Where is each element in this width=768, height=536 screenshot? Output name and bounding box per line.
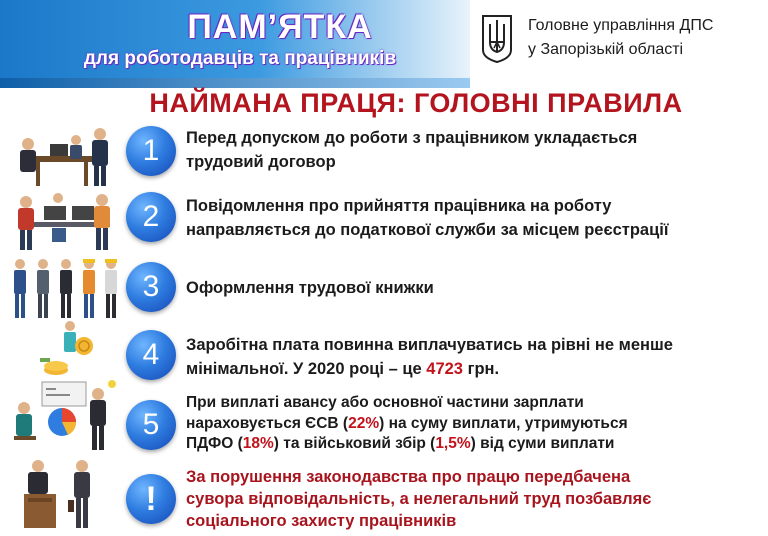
warning-text: [186, 466, 651, 532]
rule-text-line: Заробітна плата повинна виплачуватись на рівні не менше: [186, 336, 673, 354]
rule-text-line: направляється до податкової служби за місцем реєстрації: [186, 221, 669, 239]
org-line-2: у Запорізькій області: [528, 41, 684, 58]
rule-text-line: трудовий договор: [186, 153, 336, 171]
rule-text: [186, 276, 434, 300]
esv-rate: 22%: [348, 414, 380, 432]
rule-text-line: За порушення законодавства про працю передбачена: [186, 468, 631, 486]
tax-presentation-illustration-icon: [10, 378, 120, 456]
rule-text-line: ПДФО (18%) та військовий збір (1,5%) від суми виплати: [186, 435, 615, 452]
office-meeting-illustration-icon: [10, 122, 120, 190]
workers-group-illustration-icon: [10, 256, 120, 320]
minimum-wage-amount: 4723: [426, 360, 463, 378]
organization-name: [528, 14, 713, 62]
rule-text-line: нараховується ЄСВ (22%) на суму виплати, утримуються: [186, 414, 628, 432]
team-workplace-illustration-icon: [10, 190, 120, 252]
rule-number-badge: 3: [126, 262, 176, 312]
rule-text: [186, 333, 673, 381]
rule-text-line: Оформлення трудової книжки: [186, 279, 434, 297]
rule-number-badge: 1: [126, 126, 176, 176]
salary-payment-illustration-icon: [10, 320, 120, 380]
rule-text: [186, 194, 668, 242]
rule-text-line: При виплаті авансу або основної частини зарплати: [186, 394, 584, 411]
warning-exclamation-badge: !: [126, 474, 176, 524]
rule-text-line: сувора відповідальність, а нелегальний труд позбавляє: [186, 490, 652, 508]
rule-text-line: Повідомлення про прийняття працівника на роботу: [186, 197, 612, 215]
military-levy-rate: 1,5%: [435, 435, 471, 452]
rule-text: [186, 393, 628, 455]
page-title: ПАМ’ЯТКА: [187, 8, 373, 46]
main-headline: НАЙМАНА ПРАЦЯ: ГОЛОВНІ ПРАВИЛА: [149, 88, 683, 118]
rule-number-badge: 4: [126, 330, 176, 380]
rule-text-line: Перед допуском до роботи з працівником укладається: [186, 129, 638, 147]
rule-text: [186, 126, 637, 174]
rule-number-badge: 2: [126, 192, 176, 242]
rule-text-line: мінімальної. У 2020 році – це 4723 грн.: [186, 360, 500, 378]
trident-emblem-icon: [480, 12, 514, 64]
page-subtitle: для роботодавців та працівників: [83, 48, 397, 69]
rule-text-line: соціального захисту працівників: [186, 512, 457, 530]
court-judge-illustration-icon: [10, 456, 120, 532]
rule-number-badge: 5: [126, 400, 176, 450]
pdfo-rate: 18%: [242, 435, 274, 452]
org-line-1: Головне управління ДПС: [528, 17, 714, 34]
